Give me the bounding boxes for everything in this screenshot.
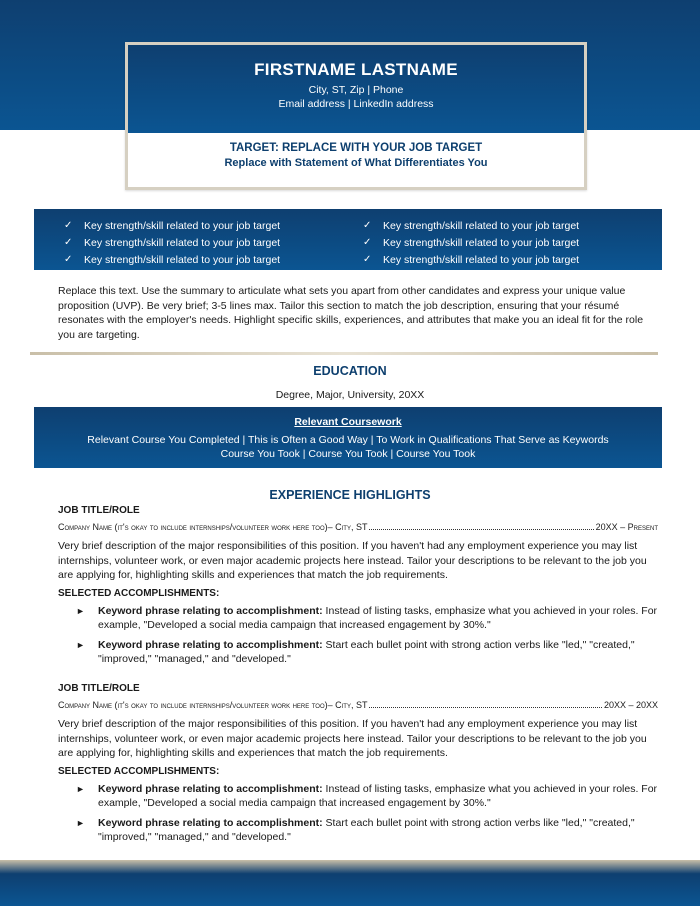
- employment-dates: 20XX – Present: [595, 522, 658, 532]
- coursework-list-line1: Relevant Course You Completed | This is Often a Good Way | To Work in Qualifications That Serve as Keywords: [87, 434, 609, 446]
- skill-item: [64, 251, 280, 268]
- job-entry: [58, 505, 658, 667]
- accomplishment-detail: Start each bullet point with strong action verbs like "led," "created," "improved," "managed," and "developed.": [98, 816, 635, 843]
- section-divider: [30, 352, 658, 355]
- accomplishments-heading: SELECTED ACCOMPLISHMENTS:: [58, 587, 220, 599]
- differentiator-statement: Replace with Statement of What Differentiates You: [224, 157, 488, 169]
- professional-summary: Replace this text. Use the summary to articulate what sets you apart from other candidates and express your unique value proposition (UVP). Be very brief; 3-5 lines max. Tailor this section to match the job description, ensuring that your résumé resonates with the employer's needs. Highlight specific skills, experiences, and attributes that make you an ideal fit for the role you are targeting.: [58, 285, 644, 341]
- accomplishment-item: [58, 638, 658, 667]
- arrow-bullet-icon: ►: [76, 817, 85, 828]
- job-description: Very brief description of the major responsibilities of this position. If you haven't had any employment experience you may list internships, volunteer work, or even major academic projects here instead. Tailor your descriptions to be relevant to the job you are applying for, highlighting skills and experiences that match the job requirements.: [58, 718, 647, 759]
- skill-text: Key strength/skill related to your job target: [383, 236, 580, 249]
- coursework-heading: Relevant Coursework: [294, 416, 402, 428]
- accomplishment-keyword: Keyword phrase relating to accomplishment:: [98, 782, 323, 795]
- job-title: JOB TITLE/ROLE: [58, 683, 140, 694]
- job-target: TARGET: REPLACE WITH YOUR JOB TARGET: [229, 142, 483, 154]
- arrow-bullet-icon: ►: [76, 605, 85, 616]
- check-icon: ✓: [64, 237, 73, 248]
- target-section: [128, 142, 584, 169]
- skill-item: [64, 234, 280, 251]
- education-heading: EDUCATION: [313, 364, 387, 378]
- skills-column-left: [64, 217, 280, 268]
- skill-text: Key strength/skill related to your job target: [84, 253, 281, 266]
- key-skills-banner: [34, 209, 662, 270]
- resume-header-box: [125, 42, 587, 190]
- skill-item: [64, 217, 280, 234]
- check-icon: ✓: [64, 220, 73, 231]
- job-title: JOB TITLE/ROLE: [58, 505, 140, 516]
- employment-dates: 20XX – 20XX: [603, 700, 658, 710]
- accomplishment-text: [98, 638, 658, 667]
- experience-heading: EXPERIENCE HIGHLIGHTS: [269, 488, 431, 502]
- check-icon: ✓: [363, 254, 372, 265]
- accomplishment-detail: Instead of listing tasks, emphasize what you achieved in your roles. For example, "Developed a social media campaign that increased engagement by 30%.": [98, 782, 658, 809]
- contact-email-linkedin: Email address | LinkedIn address: [278, 98, 434, 110]
- accomplishment-item: [58, 816, 658, 845]
- contact-location-phone: City, ST, Zip | Phone: [308, 84, 404, 96]
- accomplishment-text: [98, 782, 658, 811]
- accomplishment-text: [98, 604, 658, 633]
- degree-line: Degree, Major, University, 20XX: [275, 389, 425, 401]
- accomplishment-keyword: Keyword phrase relating to accomplishment:: [98, 638, 323, 651]
- skill-item: [363, 251, 579, 268]
- skill-text: Key strength/skill related to your job target: [84, 236, 281, 249]
- arrow-bullet-icon: ►: [76, 639, 85, 650]
- footer-background-band: [0, 860, 700, 906]
- check-icon: ✓: [64, 254, 73, 265]
- skill-text: Key strength/skill related to your job target: [84, 219, 281, 232]
- coursework-list-line2: Course You Took | Course You Took | Course You Took: [220, 448, 476, 460]
- accomplishment-item: [58, 782, 658, 811]
- accomplishment-detail: Instead of listing tasks, emphasize what you achieved in your roles. For example, "Developed a social media campaign that increased engagement by 30%.": [98, 604, 658, 631]
- skills-column-right: [363, 217, 579, 268]
- job-description: Very brief description of the major responsibilities of this position. If you haven't had any employment experience you may list internships, volunteer work, or even major academic projects here instead. Tailor your descriptions to be relevant to the job you are applying for, highlighting skills and experiences that match the job requirements.: [58, 540, 647, 581]
- company-name: Company Name (it's okay to include internships/volunteer work here too)– City, ST: [58, 700, 368, 710]
- company-line: [58, 520, 658, 532]
- accomplishment-text: [98, 816, 658, 845]
- skill-item: [363, 234, 579, 251]
- header-name-panel: [128, 45, 584, 133]
- job-entry: [58, 683, 658, 845]
- company-line: [58, 698, 658, 710]
- accomplishments-heading: SELECTED ACCOMPLISHMENTS:: [58, 765, 220, 777]
- company-name: Company Name (it's okay to include internships/volunteer work here too)– City, ST: [58, 522, 368, 532]
- accomplishment-detail: Start each bullet point with strong action verbs like "led," "created," "improved," "managed," and "developed.": [98, 638, 635, 665]
- check-icon: ✓: [363, 220, 372, 231]
- skill-item: [363, 217, 579, 234]
- skill-text: Key strength/skill related to your job target: [383, 219, 580, 232]
- arrow-bullet-icon: ►: [76, 783, 85, 794]
- skill-text: Key strength/skill related to your job target: [383, 253, 580, 266]
- accomplishment-keyword: Keyword phrase relating to accomplishment:: [98, 816, 323, 829]
- dotted-leader: [369, 520, 593, 530]
- dotted-leader: [369, 698, 601, 708]
- accomplishment-keyword: Keyword phrase relating to accomplishment:: [98, 604, 323, 617]
- check-icon: ✓: [363, 237, 372, 248]
- coursework-banner: [34, 407, 662, 468]
- candidate-name: FIRSTNAME LASTNAME: [254, 60, 458, 79]
- accomplishment-item: [58, 604, 658, 633]
